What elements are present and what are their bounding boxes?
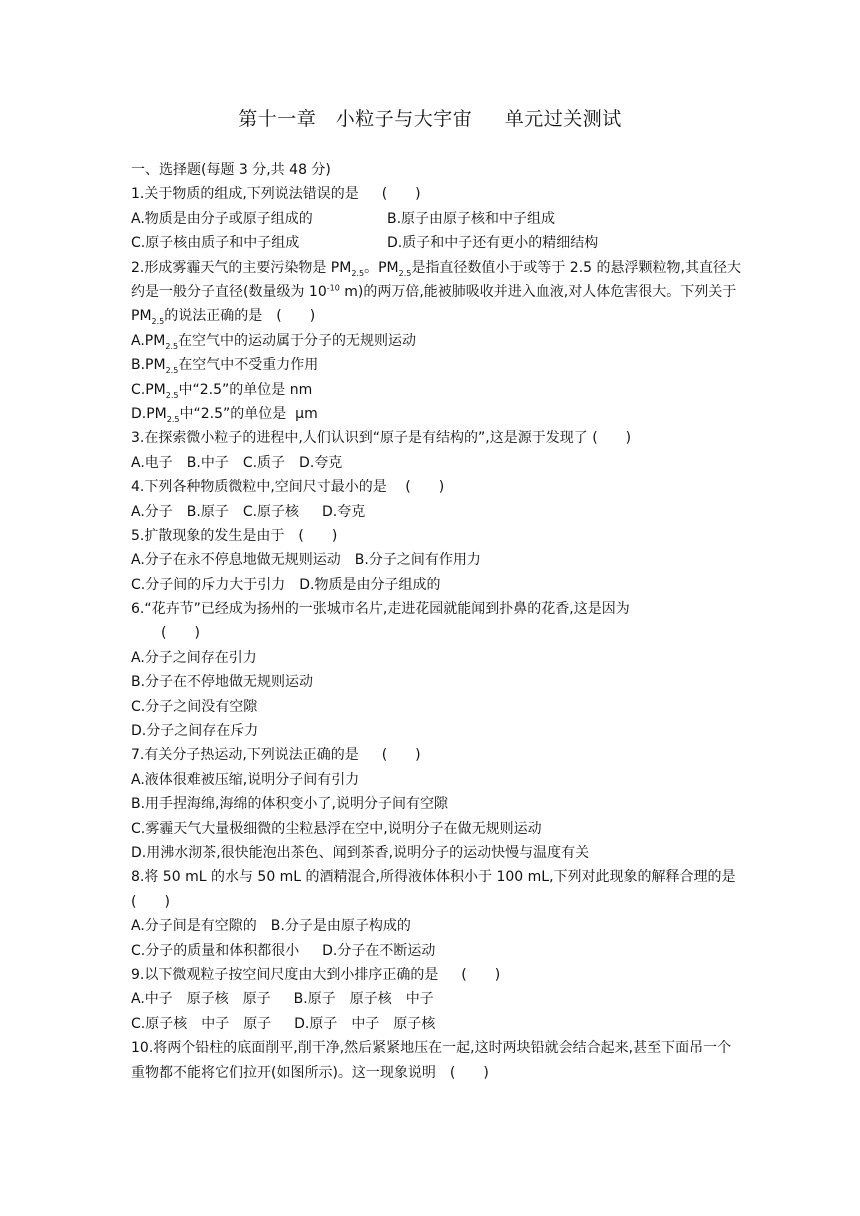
question-6-answer-paren: ( ) xyxy=(161,625,200,642)
question-7-stem: 7.有关分子热运动,下列说法正确的是 ( ) xyxy=(131,747,421,764)
question-2-option-c-post: 中“2.5”的单位是 nm xyxy=(178,381,313,398)
question-2-option-d-post: 中“2.5”的单位是 μm xyxy=(179,405,318,422)
question-1-option-c: C.原子核由质子和中子组成 xyxy=(131,235,300,252)
question-2-superscript-1: -10 xyxy=(326,283,340,293)
question-8-stem: 8.将 50 mL 的水与 50 mL 的酒精混合,所得液体体积小于 100 mL,下列对此现象的解释合理的是( ) xyxy=(131,869,736,910)
question-3-stem: 3.在探索微小粒子的进程中,人们认识到“原子是有结构的”,这是源于发现了 ( ) xyxy=(131,430,632,447)
question-1-options-ab xyxy=(131,207,743,231)
question-1-option-d: D.质子和中子还有更小的精细结构 xyxy=(387,235,599,252)
question-2-option-c-pre: C.PM xyxy=(131,381,166,398)
question-list xyxy=(131,158,743,1085)
question-2-option-a xyxy=(131,329,743,353)
section-heading: 一、选择题(每题 3 分,共 48 分) xyxy=(131,162,331,178)
question-6-stem: 6.“花卉节”已经成为扬州的一张城市名片,走进花园就能闻到扑鼻的花香,这是因为 xyxy=(131,601,630,618)
question-9-options-ab: A.中子 原子核 原子 B.原子 原子核 中子 xyxy=(131,991,434,1008)
question-2-subscript-1: 2.5 xyxy=(351,268,365,278)
question-7-option-c: C.雾霾天气大量极细微的尘粒悬浮在空中,说明分子在做无规则运动 xyxy=(131,820,542,837)
question-2-stem xyxy=(131,256,743,329)
question-10-stem: 10.将两个铅柱的底面削平,削干净,然后紧紧地压在一起,这时两块铅就会结合起来,甚至下面吊一个重物都不能将它们拉开(如图所示)。这一现象说明 ( ) xyxy=(131,1040,732,1081)
question-2-option-a-sub: 2.5 xyxy=(165,341,179,351)
question-7-option-b: B.用手捏海绵,海绵的体积变小了,说明分子间有空隙 xyxy=(131,796,448,813)
question-6-option-d: D.分子之间存在斥力 xyxy=(131,723,259,740)
question-7-option-d: D.用沸水沏茶,很快能泡出茶色、闻到茶香,说明分子的运动快慢与温度有关 xyxy=(131,844,590,861)
question-2-stem-part1: 2.形成雾霾天气的主要污染物是 PM xyxy=(131,259,352,276)
question-2-stem-part5: 的说法正确的是 ( ) xyxy=(164,308,316,325)
question-2-option-b-pre: B.PM xyxy=(131,357,166,374)
question-2-subscript-2: 2.5 xyxy=(398,268,412,278)
question-2-option-b-post: 在空气中不受重力作用 xyxy=(178,357,319,374)
question-5-options-cd: C.分子间的斥力大于引力 D.物质是由分子组成的 xyxy=(131,576,441,593)
question-2-subscript-3: 2.5 xyxy=(151,317,165,327)
question-7-option-a: A.液体很难被压缩,说明分子间有引力 xyxy=(131,771,360,788)
question-6-option-c: C.分子之间没有空隙 xyxy=(131,698,258,715)
question-2-option-c-sub: 2.5 xyxy=(165,390,179,400)
question-2-option-d-sub: 2.5 xyxy=(166,414,180,424)
question-2-stem-part2: 。PM xyxy=(364,259,399,276)
question-2-option-c xyxy=(131,378,743,402)
question-2-stem-part4: m)的两万倍,能被肺吸收并进入血液,对人体危害很大。下列关于 PM xyxy=(131,283,737,325)
question-8-options-ab: A.分子间是有空隙的 B.分子是由原子构成的 xyxy=(131,918,411,935)
question-2-option-d xyxy=(131,402,743,426)
question-2-option-b xyxy=(131,353,743,377)
question-9-options-cd: C.原子核 中子 原子 D.原子 中子 原子核 xyxy=(131,1015,436,1032)
question-1-stem: 1.关于物质的组成,下列说法错误的是 ( ) xyxy=(131,186,421,203)
question-1-option-a: A.物质是由分子或原子组成的 xyxy=(131,210,313,227)
question-2-stem-part3: 是指直径数值小于或等于 2.5 的悬浮颗粒物,其直径大约是一般分子直径(数量级为 10 xyxy=(131,259,741,300)
question-1-option-b: B.原子由原子核和中子组成 xyxy=(387,210,556,227)
question-1-options-cd xyxy=(131,231,743,255)
question-5-options-ab: A.分子在永不停息地做无规则运动 B.分子之间有作用力 xyxy=(131,552,481,569)
question-8-options-cd: C.分子的质量和体积都很小 D.分子在不断运动 xyxy=(131,942,436,959)
question-2-option-d-pre: D.PM xyxy=(131,405,167,422)
question-4-stem: 4.下列各种物质微粒中,空间尺寸最小的是 ( ) xyxy=(131,479,445,496)
question-2-option-a-post: 在空气中的运动属于分子的无规则运动 xyxy=(178,332,417,349)
question-2-option-b-sub: 2.5 xyxy=(165,365,179,375)
page-title: 第十一章 小粒子与大宇宙 单元过关测试 xyxy=(238,108,622,130)
question-4-options: A.分子 B.原子 C.原子核 D.夸克 xyxy=(131,503,366,520)
question-2-option-a-pre: A.PM xyxy=(131,332,166,349)
question-9-stem: 9.以下微观粒子按空间尺度由大到小排序正确的是 ( ) xyxy=(131,966,501,983)
question-6-option-a: A.分子之间存在引力 xyxy=(131,649,257,666)
question-3-options: A.电子 B.中子 C.质子 D.夸克 xyxy=(131,454,343,471)
question-5-stem: 5.扩散现象的发生是由于 ( ) xyxy=(131,527,338,544)
question-6-option-b: B.分子在不停地做无规则运动 xyxy=(131,674,314,691)
